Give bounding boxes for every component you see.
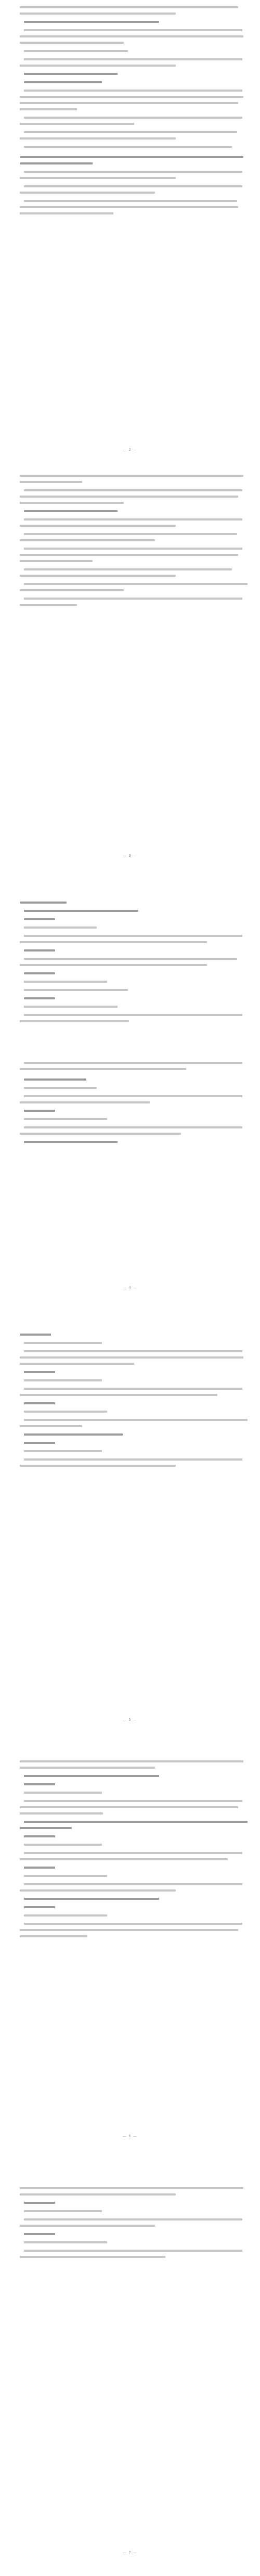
text-line	[20, 496, 238, 498]
text-line	[20, 964, 207, 966]
text-line	[20, 1465, 176, 1467]
heading-line	[24, 1867, 55, 1869]
text-line	[24, 989, 128, 991]
text-line	[24, 185, 242, 187]
text-line	[24, 1914, 107, 1917]
text-line	[20, 137, 176, 139]
text-line	[24, 981, 107, 983]
text-line	[20, 1767, 155, 1769]
text-line	[20, 42, 124, 44]
text-line	[20, 1935, 87, 1937]
text-line	[24, 131, 237, 133]
text-line	[24, 568, 232, 570]
heading-line	[20, 1334, 51, 1336]
document-page	[0, 0, 260, 468]
text-line	[20, 1101, 150, 1103]
text-line	[24, 1095, 242, 1097]
document-page	[0, 1327, 260, 1754]
page-number: — 5 —	[123, 1718, 137, 1722]
text-line	[24, 90, 242, 92]
text-line	[20, 12, 176, 15]
text-line	[20, 1363, 134, 1365]
text-line	[24, 548, 242, 550]
text-line	[20, 604, 77, 606]
text-line	[20, 475, 243, 477]
heading-line	[24, 972, 55, 974]
text-line	[24, 1379, 102, 1381]
page-number: — 6 —	[123, 2134, 137, 2138]
text-line	[20, 502, 124, 504]
heading-line	[24, 997, 55, 999]
text-line	[20, 1812, 103, 1814]
text-line	[20, 192, 155, 194]
heading-line	[20, 1827, 72, 1829]
heading-line	[24, 1775, 159, 1777]
text-line	[20, 1806, 238, 1808]
text-line	[24, 200, 237, 202]
heading-line	[24, 21, 159, 23]
text-line	[20, 1356, 243, 1359]
text-line	[20, 35, 243, 37]
text-line	[24, 1388, 242, 1390]
heading-line	[24, 1433, 123, 1436]
text-line	[24, 1014, 242, 1016]
heading-line	[24, 73, 118, 75]
text-line	[24, 1458, 242, 1461]
text-line	[24, 1118, 107, 1120]
text-line	[20, 108, 77, 110]
text-line	[24, 1875, 107, 1877]
text-line	[24, 935, 242, 937]
text-line	[24, 958, 237, 960]
heading-line	[24, 1078, 86, 1081]
text-line	[20, 1394, 217, 1396]
text-line	[24, 2250, 242, 2252]
text-line	[20, 206, 238, 208]
text-line	[20, 2225, 155, 2227]
text-line	[24, 1006, 118, 1008]
text-line	[20, 539, 155, 541]
text-line	[24, 1419, 248, 1421]
text-line	[20, 1889, 176, 1892]
text-line	[20, 575, 176, 577]
text-line	[24, 171, 242, 173]
heading-line	[24, 81, 102, 83]
text-line	[20, 1858, 228, 1860]
text-line	[20, 96, 243, 98]
heading-line	[20, 162, 93, 164]
text-line	[20, 554, 238, 556]
heading-line	[24, 1783, 55, 1785]
page-number: — 4 —	[123, 1286, 137, 1290]
text-line	[20, 525, 176, 527]
document-page	[0, 1754, 260, 2181]
text-line	[20, 589, 124, 591]
text-line	[20, 1425, 82, 1427]
text-line	[20, 1068, 186, 1070]
text-line	[20, 1020, 129, 1022]
text-line	[24, 1852, 242, 1854]
heading-line	[20, 156, 243, 158]
text-line	[20, 177, 176, 179]
text-line	[24, 583, 248, 585]
text-line	[24, 2241, 107, 2243]
heading-line	[24, 918, 55, 920]
heading-line	[24, 949, 55, 951]
heading-line	[24, 1141, 118, 1143]
text-line	[24, 1411, 107, 1413]
heading-line	[24, 1906, 55, 1908]
text-line	[20, 102, 238, 104]
page-number: — 3 —	[123, 854, 137, 858]
text-line	[24, 1883, 242, 1885]
page-number: — 2 —	[123, 448, 137, 452]
heading-line	[24, 510, 118, 512]
text-line	[20, 1929, 238, 1931]
text-line	[24, 1087, 97, 1089]
heading-line	[24, 1110, 55, 1112]
heading-line	[24, 2202, 55, 2204]
text-line	[20, 2193, 176, 2196]
text-line	[24, 29, 242, 31]
text-line	[20, 123, 134, 125]
document-page	[0, 2181, 260, 2576]
heading-line	[24, 1442, 55, 1444]
page-number: — 7 —	[123, 2550, 137, 2555]
text-line	[20, 1760, 243, 1762]
heading-line	[24, 1402, 55, 1404]
text-line	[20, 1133, 181, 1135]
text-line	[20, 2256, 165, 2258]
text-line	[20, 941, 207, 943]
text-line	[24, 2210, 102, 2212]
text-line	[24, 1342, 102, 1344]
heading-line	[24, 1371, 55, 1373]
text-line	[20, 560, 93, 562]
text-line	[24, 489, 242, 491]
text-line	[20, 212, 113, 214]
document-page	[0, 895, 260, 1327]
text-line	[24, 927, 97, 929]
document-page	[0, 468, 260, 895]
text-line	[24, 1350, 242, 1352]
text-line	[24, 117, 242, 119]
text-line	[20, 481, 82, 483]
text-line	[20, 6, 238, 8]
text-line	[24, 518, 242, 521]
text-line	[24, 58, 242, 60]
text-line	[24, 598, 242, 600]
heading-line	[24, 910, 138, 912]
heading-line	[24, 1835, 55, 1837]
text-line	[24, 1800, 242, 1802]
text-line	[24, 1792, 102, 1794]
text-line	[24, 1062, 242, 1064]
heading-line	[24, 1898, 159, 1900]
text-line	[24, 1450, 102, 1452]
text-line	[24, 1844, 102, 1846]
text-line	[24, 2218, 242, 2220]
heading-line	[24, 1821, 248, 1823]
text-line	[24, 1126, 242, 1128]
text-line	[24, 50, 128, 52]
text-line	[20, 65, 176, 67]
text-line	[24, 533, 237, 535]
heading-line	[24, 2233, 55, 2235]
text-line	[24, 1923, 242, 1925]
text-line	[24, 146, 232, 148]
heading-line	[20, 902, 67, 904]
text-line	[20, 2187, 243, 2189]
